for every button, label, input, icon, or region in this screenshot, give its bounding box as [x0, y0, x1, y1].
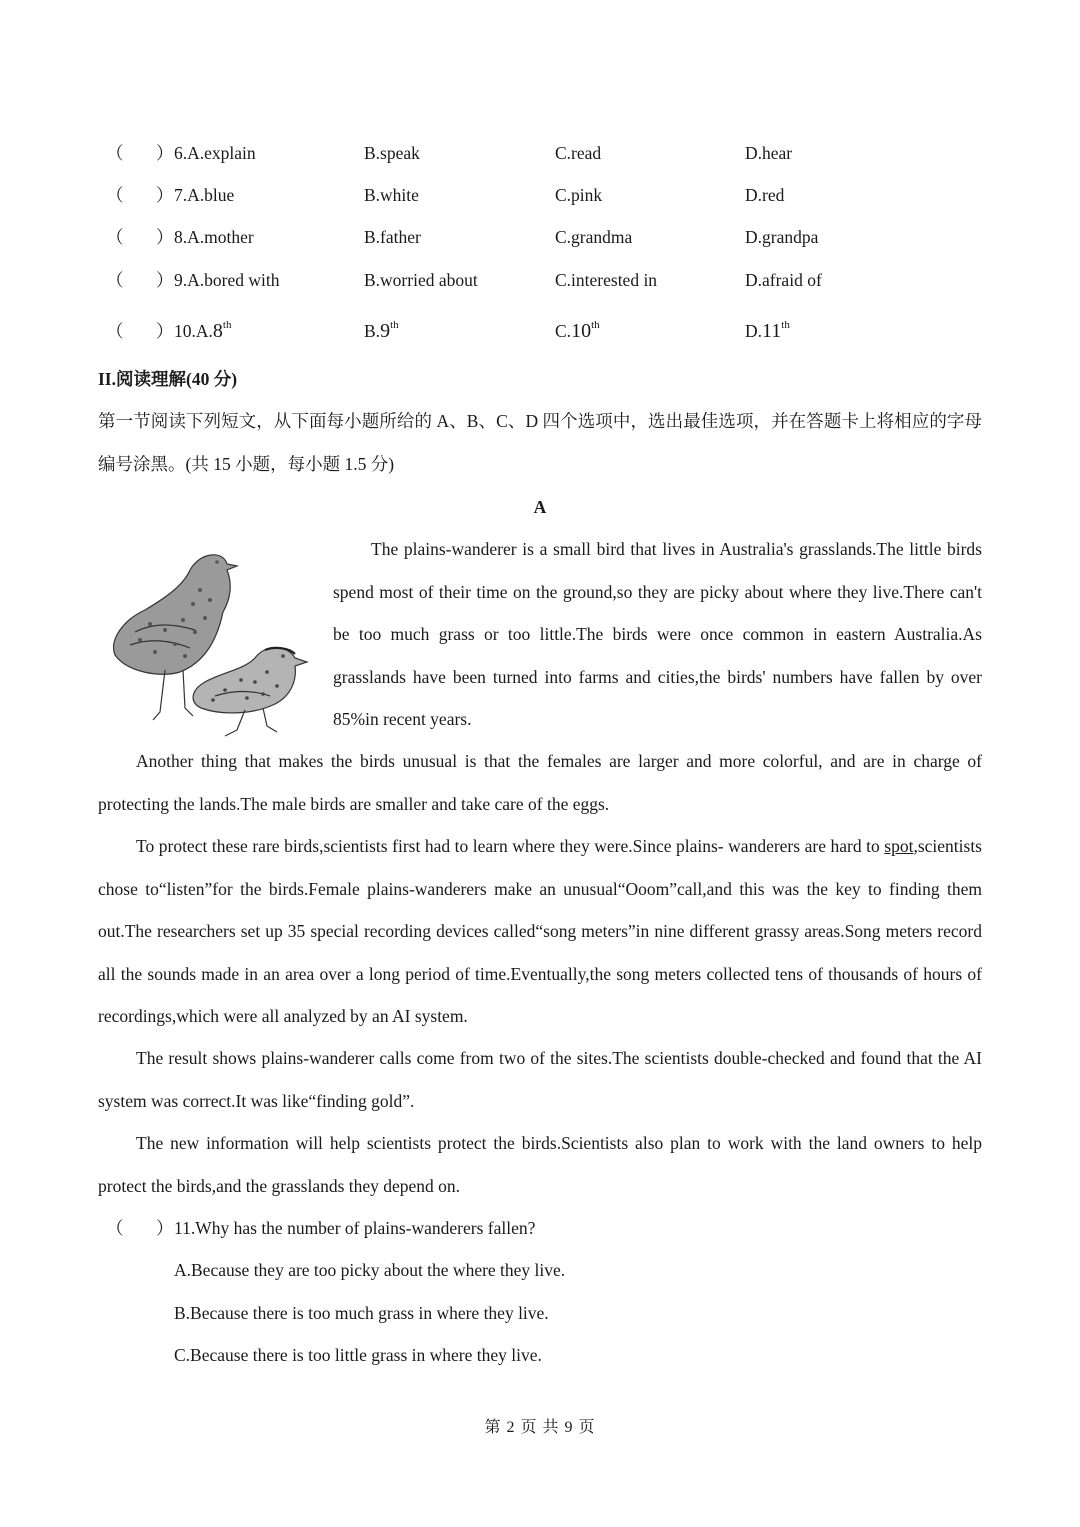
- option-b: B.white: [364, 185, 419, 205]
- option-b: [364, 316, 399, 346]
- plains-wanderer-illustration: [105, 540, 320, 740]
- passage-paragraph-1: The plains-wanderer is a small bird that lives in Australia's grasslands.The little birds spend most of their time on the ground,so they are picky about where they live.There can't be too much grass or too little.The birds were once common in eastern Australia.As grasslands have been turned into farms and cities,the birds' numbers have fallen by over 85%in recent years.: [333, 539, 982, 729]
- question-number: 6.: [174, 143, 188, 163]
- option-b: B.speak: [364, 143, 420, 163]
- paragraph-3-text-start: To protect these rare birds,scientists first had to learn where they were.Since plains- wanderers are hard to: [136, 836, 885, 856]
- answer-paren-open: （: [106, 321, 124, 341]
- ordinal-suffix: th: [390, 319, 399, 331]
- answer-paren-open: （: [106, 227, 124, 247]
- option-a-text: A.blue: [187, 185, 235, 205]
- section-title: II.阅读理解(40 分): [98, 369, 238, 389]
- option-row-9: [0, 265, 1080, 295]
- option-prefix: D.: [745, 321, 763, 341]
- answer-paren-close: ）: [156, 227, 174, 247]
- answer-paren-close: ）: [156, 321, 174, 341]
- answer-paren-close: ）: [156, 270, 174, 290]
- underlined-word-spot: spot: [884, 836, 914, 856]
- option-value: 8: [212, 320, 223, 342]
- option-a-text: A.explain: [187, 143, 256, 163]
- option-a: [174, 265, 279, 295]
- option-c: [555, 316, 600, 346]
- passage-paragraph-2: Another thing that makes the birds unusual is that the females are larger and more colorful, and are in charge of protecting the lands.The male birds are smaller and take care of the eggs.: [98, 751, 982, 814]
- option-d: D.hear: [745, 143, 793, 163]
- question-11-option-b: B.Because there is too much grass in where they live.: [174, 1303, 549, 1323]
- option-prefix: A.: [195, 321, 213, 341]
- option-a-text: A.mother: [187, 227, 254, 247]
- paragraph-3-text-end: ,scientists chose to“listen”for the birds.Female plains-wanderers make an unusual“Ooom”call,and this was the key to finding them out.The researchers set up 35 special recording devices called“song meters”in nine different grassy areas.Song meters record all the sounds made in an area over a long period of time.Eventually,the song meters collected tens of thousands of hours of recordings,which were all analyzed by an AI system.: [98, 836, 982, 1026]
- question-number: 7.: [174, 185, 188, 205]
- question-11-option-c: C.Because there is too little grass in where they live.: [174, 1345, 542, 1365]
- question-number: 8.: [174, 227, 188, 247]
- answer-paren-open: （: [106, 270, 124, 290]
- question-number: 9.: [174, 270, 188, 290]
- answer-paren-open: （: [106, 185, 124, 205]
- option-d: D.grandpa: [745, 227, 819, 247]
- answer-paren-close: ）: [156, 143, 174, 163]
- answer-paren-close: ）: [156, 1218, 174, 1238]
- option-value: 9: [380, 320, 391, 342]
- passage-paragraph-4: The result shows plains-wanderer calls come from two of the sites.The scientists double-checked and found that the AI system was correct.It was like“finding gold”.: [98, 1048, 982, 1111]
- option-d: D.red: [745, 185, 785, 205]
- passage-paragraph-3: [98, 825, 982, 1038]
- option-a: [174, 138, 256, 168]
- question-number: 10.: [174, 321, 196, 341]
- passage-paragraph-5: The new information will help scientists protect the birds.Scientists also plan to work with the land owners to help protect the birds,and the grasslands they depend on.: [98, 1133, 982, 1196]
- ordinal-suffix: th: [781, 319, 790, 331]
- ordinal-suffix: th: [222, 319, 232, 331]
- option-d: [745, 316, 790, 346]
- answer-paren-open: （: [106, 1218, 124, 1238]
- option-a-text: A.bored with: [187, 270, 280, 290]
- option-row-10: [0, 316, 1080, 346]
- option-value: 11: [762, 320, 782, 342]
- option-row-7: [0, 180, 1080, 210]
- option-d: D.afraid of: [745, 270, 822, 290]
- option-prefix: C.: [555, 321, 572, 341]
- option-b: B.father: [364, 227, 421, 247]
- section-instructions: 第一节阅读下列短文，从下面每小题所给的 A、B、C、D 四个选项中，选出最佳选项，并在答题卡上将相应的字母编号涂黑。(共 15 小题，每小题 1.5 分): [98, 411, 982, 474]
- option-c: C.grandma: [555, 227, 633, 247]
- page-footer: 第 2 页 共 9 页: [484, 1419, 596, 1436]
- option-c: C.interested in: [555, 270, 658, 290]
- option-c: C.read: [555, 143, 602, 163]
- question-11-stem: 11.Why has the number of plains-wanderers fallen?: [174, 1218, 536, 1238]
- answer-paren-close: ）: [156, 185, 174, 205]
- option-b: B.worried about: [364, 270, 478, 290]
- option-prefix: B.: [364, 321, 381, 341]
- option-c: C.pink: [555, 185, 603, 205]
- ordinal-suffix: th: [591, 319, 600, 331]
- passage-heading: A: [533, 497, 547, 517]
- option-value: 10: [571, 320, 592, 342]
- option-row-8: [0, 222, 1080, 252]
- option-a: [174, 316, 231, 346]
- option-row-6: [0, 138, 1080, 168]
- option-a: [174, 222, 254, 252]
- answer-paren-open: （: [106, 143, 124, 163]
- question-11-option-a: A.Because they are too picky about the where they live.: [174, 1260, 566, 1280]
- option-a: [174, 180, 234, 210]
